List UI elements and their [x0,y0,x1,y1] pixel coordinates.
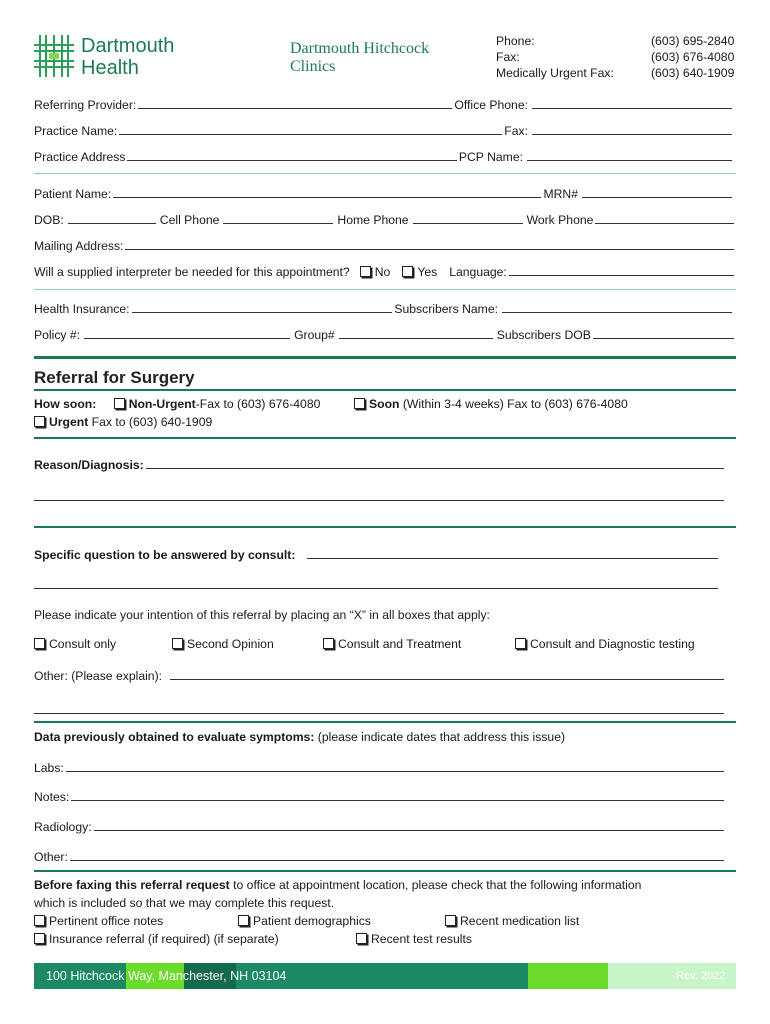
checkbox-medication-list[interactable] [445,915,456,926]
urgent-option[interactable] [34,415,212,429]
checkbox-demographics[interactable] [238,915,249,926]
lattice-logo-icon [32,33,76,79]
faxing-lead-rest: to office at appointment location, please check that the following information [229,878,642,892]
urgent-fax-value: (603) 640-1909 [651,66,735,80]
home-phone-field[interactable] [413,212,523,224]
labs-label: Labs: [34,761,64,775]
reason-label: Reason/Diagnosis: [34,458,144,472]
office-phone-field[interactable] [532,97,732,109]
clinic-name-line-1: Dartmouth Hitchcock [290,40,430,57]
check-medication-list[interactable] [445,914,579,928]
policy-field[interactable] [84,327,290,339]
row-labs [34,760,726,775]
row-reason-2 [34,489,726,501]
checkbox-consult-diagnostic[interactable] [515,638,526,649]
divider-thick [34,356,736,359]
checkbox-soon[interactable] [354,398,365,409]
radiology-label: Radiology: [34,820,92,834]
how-soon-label: How soon: [34,397,97,411]
checkbox-consult-treatment[interactable] [323,638,334,649]
divider [34,870,736,872]
insurance-referral-label: Insurance referral (if required) (if separate) [49,932,279,946]
other-explain-field[interactable] [170,668,724,680]
row-notes [34,789,726,804]
check-insurance-referral[interactable] [34,932,279,946]
subscribers-dob-field[interactable] [593,327,734,339]
row-phones [34,212,736,227]
office-notes-label: Pertinent office notes [49,914,164,928]
data-heading [34,730,565,744]
patient-name-label: Patient Name: [34,187,112,201]
row-radiology [34,819,726,834]
row-mailing-address [34,238,736,253]
contact-values [651,33,734,81]
consult-diagnostic-label: Consult and Diagnostic testing [530,637,695,651]
yes-label: Yes [417,265,438,279]
row-other-data [34,849,726,864]
checkbox-non-urgent[interactable] [114,398,125,409]
section-title: Referral for Surgery [34,368,195,387]
data-heading-note: (please indicate dates that address this issue) [314,730,566,744]
work-phone-field[interactable] [595,212,734,224]
specific-question-label: Specific question to be answered by consult: [34,548,296,562]
row-policy [34,327,736,342]
row-other-explain-2 [34,702,726,714]
check-office-notes[interactable] [34,914,163,928]
divider [34,173,736,174]
dob-field[interactable] [68,212,156,224]
pcp-name-label: PCP Name: [458,150,523,164]
interpreter-yes-option[interactable] [402,265,437,279]
patient-name-field[interactable] [113,186,541,198]
divider [34,721,736,723]
labs-field[interactable] [66,760,724,772]
pcp-name-field[interactable] [527,149,732,161]
interpreter-question: Will a supplied interpreter be needed for this appointment? [34,265,350,279]
reason-field[interactable] [146,457,724,469]
divider [34,437,736,439]
reason-field-line-2[interactable] [34,489,724,501]
title-underline [34,389,736,391]
phone-value: (603) 695-2840 [651,34,735,48]
practice-address-label: Practice Address [34,150,126,164]
checkbox-insurance-referral[interactable] [34,933,45,944]
option-consult-only[interactable] [34,637,116,651]
option-consult-diagnostic[interactable] [515,637,695,651]
fax-label: Fax: [496,50,520,64]
practice-fax-label: Fax: [504,124,528,138]
work-phone-label: Work Phone [526,213,594,227]
soon-option[interactable] [354,397,628,411]
row-referring-provider [34,97,736,112]
footer-band-lime [528,963,608,989]
logo-line-1: Dartmouth [81,35,175,57]
cell-phone-label: Cell Phone [159,213,220,227]
other-explain-label: Other: (Please explain): [34,669,163,683]
fax-value: (603) 676-4080 [651,50,735,64]
checkbox-office-notes[interactable] [34,915,45,926]
policy-label: Policy #: [34,328,81,342]
no-label: No [374,265,391,279]
mailing-address-field[interactable] [125,238,734,250]
check-demographics[interactable] [238,914,371,928]
divider [34,289,736,290]
referring-provider-field[interactable] [138,97,452,109]
notes-label: Notes: [34,790,70,804]
test-results-label: Recent test results [371,932,472,946]
mailing-address-label: Mailing Address: [34,239,124,253]
checkbox-consult-only[interactable] [34,638,45,649]
urgent-label: Urgent [49,415,89,429]
how-soon-row [34,397,320,411]
checkbox-second-opinion[interactable] [172,638,183,649]
office-phone-label: Office Phone: [454,98,528,112]
row-specific-question-2 [34,577,720,589]
subscribers-dob-label: Subscribers DOB [496,328,591,342]
faxing-instructions-line-2: which is included so that we may complete this request. [34,896,335,910]
row-practice-name [34,123,736,138]
non-urgent-fax: -Fax to (603) 676-4080 [195,397,321,411]
dob-label: DOB: [34,213,64,227]
radiology-field[interactable] [94,819,724,831]
practice-name-label: Practice Name: [34,124,118,138]
subscribers-name-field[interactable] [502,301,732,313]
row-patient-name [34,186,736,201]
option-second-opinion[interactable] [172,637,274,651]
soon-label: Soon [369,397,400,411]
row-specific-question [34,547,720,562]
medication-list-label: Recent medication list [460,914,580,928]
other-data-label: Other: [34,850,68,864]
divider [34,526,736,528]
interpreter-no-option[interactable] [360,265,391,279]
language-label: Language: [449,265,507,279]
mrn-field[interactable] [582,186,732,198]
specific-question-field-line-2[interactable] [34,577,718,589]
home-phone-label: Home Phone [337,213,409,227]
demographics-label: Patient demographics [253,914,371,928]
option-consult-treatment[interactable] [323,637,461,651]
row-reason [34,457,726,472]
notes-field[interactable] [71,789,724,801]
non-urgent-option[interactable] [114,397,321,411]
consult-treatment-label: Consult and Treatment [338,637,462,651]
dartmouth-health-logo [32,33,192,79]
data-heading-bold: Data previously obtained to evaluate symptoms: [34,730,315,744]
intention-instructions: Please indicate your intention of this referral by placing an “X” in all boxes that apply: [34,608,490,622]
clinic-name-line-2: Clinics [290,58,336,75]
urgent-fax-label: Medically Urgent Fax: [496,66,614,80]
referring-provider-label: Referring Provider: [34,98,137,112]
check-test-results[interactable] [356,932,472,946]
practice-address-field[interactable] [127,149,456,161]
second-opinion-label: Second Opinion [187,637,274,651]
faxing-lead-bold: Before faxing this referral request [34,878,230,892]
other-data-field[interactable] [70,849,724,861]
health-insurance-label: Health Insurance: [34,302,130,316]
checkbox-test-results[interactable] [356,933,367,944]
faxing-instructions [34,878,641,892]
language-field[interactable] [509,264,734,276]
urgent-fax: Fax to (603) 640-1909 [88,415,213,429]
practice-fax-field[interactable] [532,123,732,135]
group-label: Group# [294,328,335,342]
checkbox-no[interactable] [360,266,371,277]
logo-line-2: Health [81,57,139,79]
other-explain-field-line-2[interactable] [34,702,724,714]
row-interpreter [34,264,736,279]
subscribers-name-label: Subscribers Name: [394,302,498,316]
row-other-explain [34,668,726,683]
practice-name-field[interactable] [119,123,502,135]
contact-labels [496,33,614,81]
specific-question-field[interactable] [307,547,718,559]
checkbox-urgent[interactable] [34,416,45,427]
group-field[interactable] [339,327,493,339]
consult-only-label: Consult only [49,637,117,651]
footer-address: 100 Hitchcock Way, Manchester, NH 03104 [46,969,287,983]
row-practice-address [34,149,736,164]
phone-label: Phone: [496,34,535,48]
row-health-insurance [34,301,736,316]
health-insurance-field[interactable] [132,301,393,313]
checkbox-yes[interactable] [402,266,413,277]
non-urgent-label: Non-Urgent [128,397,196,411]
cell-phone-field[interactable] [223,212,333,224]
footer-revision: Rev. 2022 [676,970,726,982]
mrn-label: MRN# [543,187,578,201]
soon-detail: (Within 3-4 weeks) Fax to (603) 676-4080 [399,397,628,411]
